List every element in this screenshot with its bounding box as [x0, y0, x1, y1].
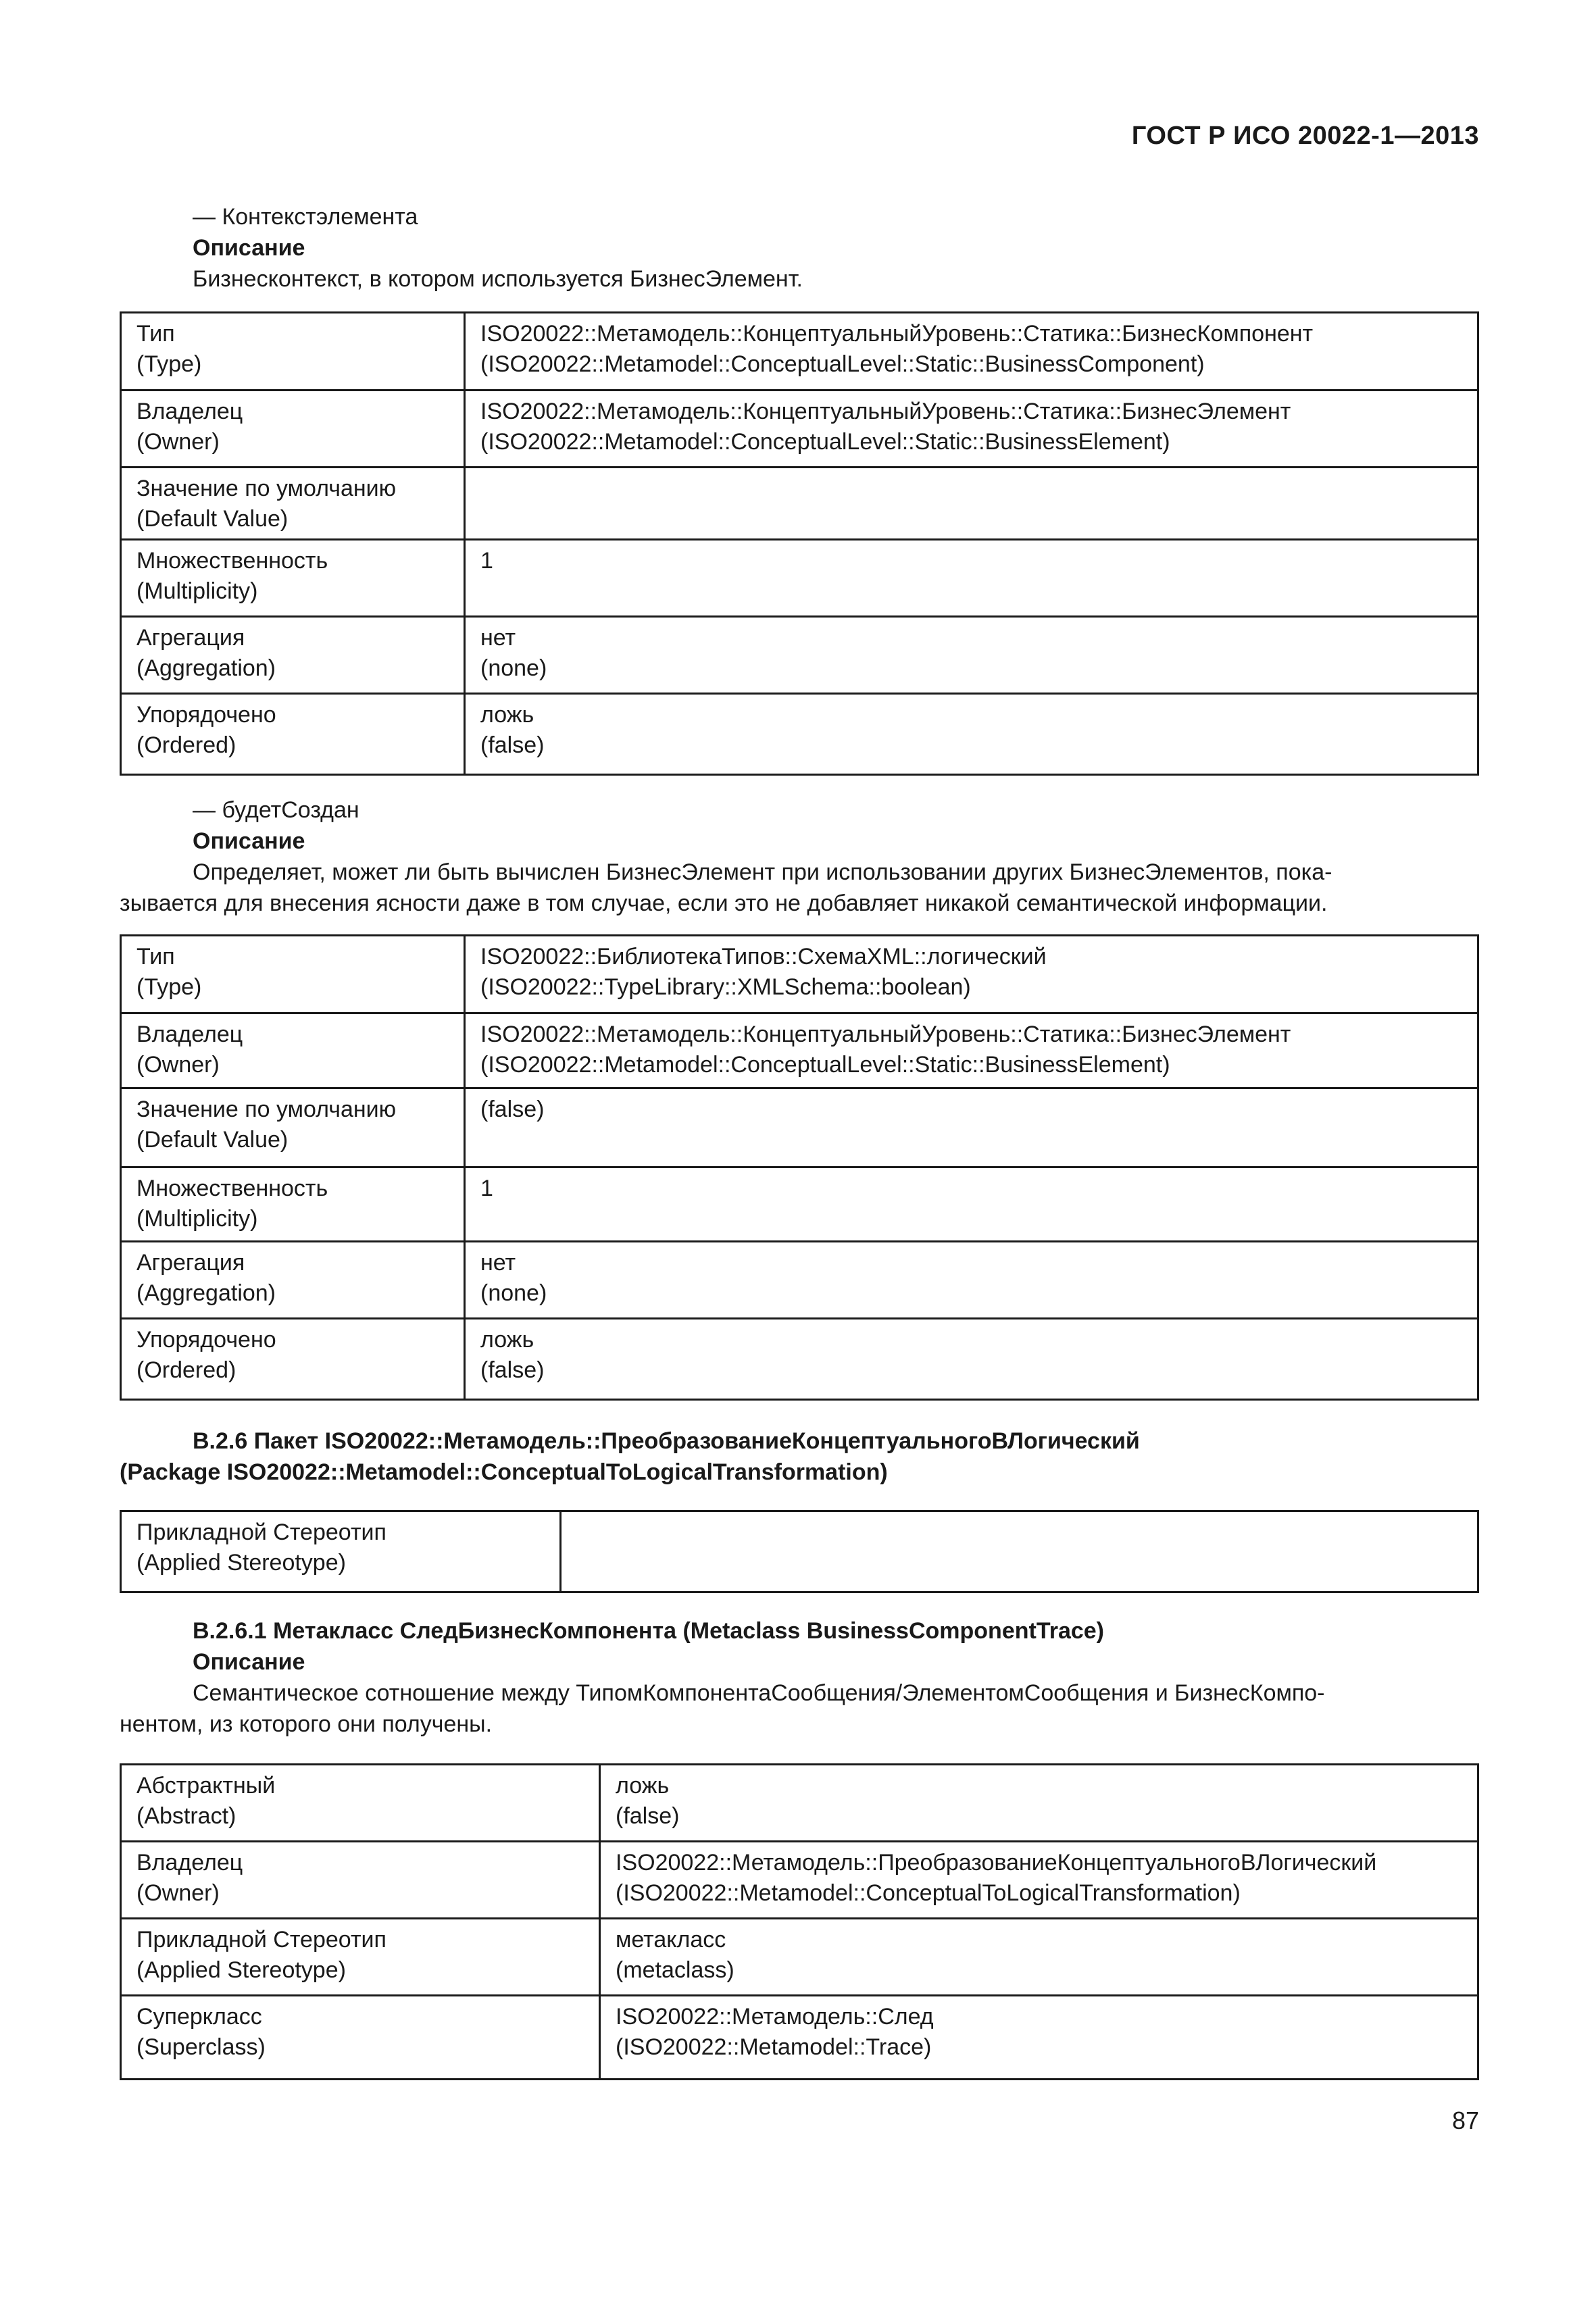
- property-value: метакласс (metaclass): [600, 1919, 1478, 1996]
- table-row: [121, 694, 1478, 775]
- property-value: нет (none): [465, 1242, 1478, 1319]
- property-label: Значение по умолчанию (Default Value): [121, 1088, 465, 1167]
- property-value: ложь (false): [465, 694, 1478, 775]
- property-value: ISO20022::Метамодель::След (ISO20022::Metamodel::Trace): [600, 1996, 1478, 2080]
- property-value: ISO20022::БиблиотекаТипов::СхемаXML::логический (ISO20022::TypeLibrary::XMLSchema::boolean): [465, 936, 1478, 1013]
- property-label: Тип (Type): [121, 936, 465, 1013]
- table-row: [121, 1919, 1478, 1996]
- properties-table-2: [120, 934, 1479, 1401]
- table-row: [121, 617, 1478, 694]
- property-label: Владелец (Owner): [121, 1013, 465, 1088]
- table-row: [121, 1765, 1478, 1842]
- property-value: ISO20022::Метамодель::КонцептуальныйУровень::Статика::БизнесЭлемент (ISO20022::Metamodel::ConceptualLevel::Static::BusinessElement): [465, 1013, 1478, 1088]
- package-heading-line-1: В.2.6 Пакет ISO20022::Метамодель::ПреобразованиеКонцептуальногоВЛогический: [193, 1428, 1140, 1454]
- property-value: (false): [465, 1088, 1478, 1167]
- property-label: Агрегация (Aggregation): [121, 617, 465, 694]
- table-row: [121, 1511, 1478, 1592]
- description-heading: Описание: [193, 1649, 305, 1675]
- section-3-heading: [120, 1426, 1479, 1488]
- property-value: 1: [465, 540, 1478, 617]
- property-label: Упорядочено (Ordered): [121, 694, 465, 775]
- element-item-name: — Контекстэлемента: [193, 204, 418, 230]
- table-row: [121, 540, 1478, 617]
- table-row: [121, 1242, 1478, 1319]
- table-row: [121, 391, 1478, 468]
- section-2-intro: [120, 795, 1479, 919]
- property-label: Прикладной Стереотип (Applied Stereotype): [121, 1919, 600, 1996]
- table-row: [121, 1842, 1478, 1919]
- property-label: Владелец (Owner): [121, 391, 465, 468]
- package-heading-line-2: (Package ISO20022::Metamodel::ConceptualToLogicalTransformation): [120, 1459, 888, 1485]
- description-text-line-2: зывается для внесения ясности даже в том случае, если это не добавляет никакой семантической информации.: [120, 890, 1328, 916]
- property-value: 1: [465, 1167, 1478, 1242]
- property-label: Упорядочено (Ordered): [121, 1319, 465, 1400]
- property-label: Множественность (Multiplicity): [121, 540, 465, 617]
- description-heading: Описание: [193, 235, 305, 261]
- property-value: [561, 1511, 1478, 1592]
- description-text-line-2: нентом, из которого они получены.: [120, 1711, 493, 1737]
- description-text-line-1: Определяет, может ли быть вычислен БизнесЭлемент при использовании других БизнесЭлементов, пока-: [193, 859, 1332, 885]
- section-1-intro: [120, 201, 1479, 295]
- table-row: [121, 1088, 1478, 1167]
- table-row: [121, 1013, 1478, 1088]
- properties-table-1: [120, 311, 1479, 776]
- property-label: Суперкласс (Superclass): [121, 1996, 600, 2080]
- description-heading: Описание: [193, 828, 305, 854]
- property-value: ложь (false): [600, 1765, 1478, 1842]
- property-label: Прикладной Стереотип (Applied Stereotype): [121, 1511, 561, 1592]
- table-row: [121, 313, 1478, 391]
- property-label: Значение по умолчанию (Default Value): [121, 468, 465, 540]
- page-number: 87: [1451, 2107, 1479, 2134]
- element-item-name: — будетСоздан: [193, 797, 359, 823]
- property-label: Владелец (Owner): [121, 1842, 600, 1919]
- table-row: [121, 1167, 1478, 1242]
- document-header: ГОСТ Р ИСО 20022-1—2013: [1131, 122, 1479, 150]
- description-text-line-1: Семантическое сотношение между ТипомКомпонентаСообщения/ЭлементомСообщения и БизнесКомпо-: [193, 1680, 1325, 1706]
- properties-table-4: [120, 1763, 1479, 2080]
- table-row: [121, 1319, 1478, 1400]
- property-label: Абстрактный (Abstract): [121, 1765, 600, 1842]
- property-label: Тип (Type): [121, 313, 465, 391]
- table-row: [121, 468, 1478, 540]
- property-value: нет (none): [465, 617, 1478, 694]
- property-value: ложь (false): [465, 1319, 1478, 1400]
- metaclass-heading: В.2.6.1 Метакласс СледБизнесКомпонента (Metaclass BusinessComponentTrace): [193, 1618, 1104, 1644]
- property-value: ISO20022::Метамодель::КонцептуальныйУровень::Статика::БизнесЭлемент (ISO20022::Metamodel::ConceptualLevel::Static::BusinessElement): [465, 391, 1478, 468]
- section-4-intro: [120, 1615, 1479, 1740]
- description-text: Бизнесконтекст, в котором используется БизнесЭлемент.: [193, 266, 803, 292]
- properties-table-3: [120, 1510, 1479, 1593]
- property-value: [465, 468, 1478, 540]
- property-label: Множественность (Multiplicity): [121, 1167, 465, 1242]
- table-row: [121, 1996, 1478, 2080]
- table-row: [121, 936, 1478, 1013]
- property-value: ISO20022::Метамодель::ПреобразованиеКонцептуальногоВЛогический (ISO20022::Metamodel::ConceptualToLogicalTransformation): [600, 1842, 1478, 1919]
- property-value: ISO20022::Метамодель::КонцептуальныйУровень::Статика::БизнесКомпонент (ISO20022::Metamodel::ConceptualLevel::Static::BusinessComponent): [465, 313, 1478, 391]
- property-label: Агрегация (Aggregation): [121, 1242, 465, 1319]
